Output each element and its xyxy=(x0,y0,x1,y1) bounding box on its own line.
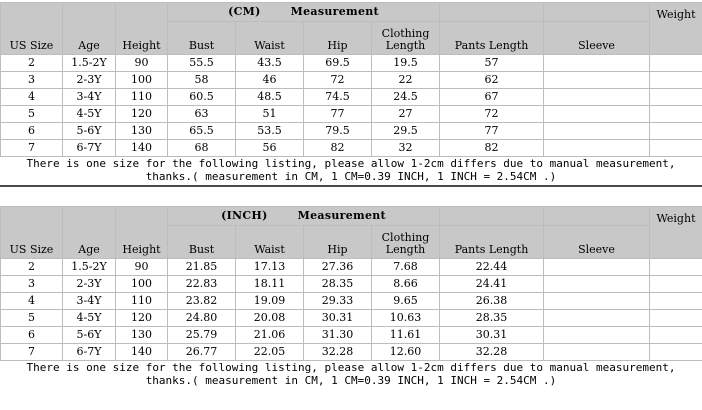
cell-sleeve xyxy=(544,310,650,327)
cell-weight xyxy=(650,106,702,123)
cell-bust: 55.5 xyxy=(168,55,236,72)
cell-height: 110 xyxy=(116,293,168,310)
cell-weight xyxy=(650,293,702,310)
cell-height: 100 xyxy=(116,276,168,293)
header-age: Age xyxy=(63,3,116,55)
cell-pants-length: 62 xyxy=(440,72,544,89)
cell-waist: 22.05 xyxy=(236,344,304,361)
cell-age: 3-4Y xyxy=(63,293,116,310)
cell-sleeve xyxy=(544,106,650,123)
cell-sleeve xyxy=(544,276,650,293)
cell-height: 90 xyxy=(116,259,168,276)
cell-weight xyxy=(650,55,702,72)
cell-sleeve xyxy=(544,293,650,310)
header-waist: Waist xyxy=(236,226,304,259)
cell-us-size: 2 xyxy=(1,55,63,72)
header-clothing-length: Clothing Length xyxy=(372,22,440,55)
header-waist: Waist xyxy=(236,22,304,55)
cell-clothing-length: 27 xyxy=(372,106,440,123)
header-bust: Bust xyxy=(168,226,236,259)
cell-height: 140 xyxy=(116,140,168,157)
cell-bust: 25.79 xyxy=(168,327,236,344)
note-line-1: There is one size for the following listing, please allow 1-2cm differs due to manual measurement, xyxy=(26,157,676,170)
table-row xyxy=(1,55,702,72)
measurement-note xyxy=(0,157,702,187)
cell-pants-length: 82 xyxy=(440,140,544,157)
cell-hip: 28.35 xyxy=(304,276,372,293)
cell-age: 1.5-2Y xyxy=(63,259,116,276)
cell-bust: 58 xyxy=(168,72,236,89)
table-row xyxy=(1,293,702,310)
cell-height: 130 xyxy=(116,123,168,140)
cell-pants-length: 72 xyxy=(440,106,544,123)
table-title xyxy=(168,207,440,226)
header-age: Age xyxy=(63,207,116,259)
cell-weight xyxy=(650,327,702,344)
size-chart-cm xyxy=(0,2,702,187)
cell-sleeve xyxy=(544,140,650,157)
cell-weight xyxy=(650,140,702,157)
cell-age: 5-6Y xyxy=(63,327,116,344)
measurement-table-cm xyxy=(0,2,702,157)
cell-hip: 77 xyxy=(304,106,372,123)
header-bust: Bust xyxy=(168,22,236,55)
cell-clothing-length: 22 xyxy=(372,72,440,89)
title-label: Measurement xyxy=(297,209,386,222)
cell-pants-length: 32.28 xyxy=(440,344,544,361)
note-line-1: There is one size for the following listing, please allow 1-2cm differs due to manual measurement, xyxy=(26,361,676,374)
cell-waist: 43.5 xyxy=(236,55,304,72)
cell-age: 2-3Y xyxy=(63,72,116,89)
cell-us-size: 3 xyxy=(1,276,63,293)
cell-hip: 79.5 xyxy=(304,123,372,140)
cell-age: 4-5Y xyxy=(63,310,116,327)
cell-hip: 82 xyxy=(304,140,372,157)
cell-bust: 21.85 xyxy=(168,259,236,276)
header-weight: Weight xyxy=(650,207,702,259)
cell-pants-length: 22.44 xyxy=(440,259,544,276)
cell-age: 6-7Y xyxy=(63,140,116,157)
cell-us-size: 5 xyxy=(1,106,63,123)
cell-sleeve xyxy=(544,89,650,106)
cell-hip: 32.28 xyxy=(304,344,372,361)
cell-us-size: 7 xyxy=(1,140,63,157)
measurement-table-inch xyxy=(0,206,702,361)
cell-hip: 72 xyxy=(304,72,372,89)
cell-hip: 30.31 xyxy=(304,310,372,327)
cell-sleeve xyxy=(544,327,650,344)
cell-clothing-length: 19.5 xyxy=(372,55,440,72)
header-hip: Hip xyxy=(304,22,372,55)
cell-height: 120 xyxy=(116,310,168,327)
cell-weight xyxy=(650,344,702,361)
cell-waist: 21.06 xyxy=(236,327,304,344)
cell-pants-length: 57 xyxy=(440,55,544,72)
measurement-note xyxy=(0,361,702,389)
table-row xyxy=(1,310,702,327)
cell-weight xyxy=(650,123,702,140)
cell-hip: 69.5 xyxy=(304,55,372,72)
cell-sleeve xyxy=(544,344,650,361)
cell-pants-length: 77 xyxy=(440,123,544,140)
table-row xyxy=(1,327,702,344)
table-row xyxy=(1,72,702,89)
cell-pants-length: 30.31 xyxy=(440,327,544,344)
cell-us-size: 5 xyxy=(1,310,63,327)
cell-age: 3-4Y xyxy=(63,89,116,106)
note-line-2: thanks.( measurement in CM, 1 CM=0.39 INCH, 1 INCH = 2.54CM .) xyxy=(145,374,557,387)
cell-bust: 63 xyxy=(168,106,236,123)
cell-us-size: 2 xyxy=(1,259,63,276)
cell-pants-length: 67 xyxy=(440,89,544,106)
cell-hip: 27.36 xyxy=(304,259,372,276)
cell-weight xyxy=(650,72,702,89)
cell-bust: 26.77 xyxy=(168,344,236,361)
cell-pants-length: 24.41 xyxy=(440,276,544,293)
header-us-size: US Size xyxy=(1,3,63,55)
cell-clothing-length: 12.60 xyxy=(372,344,440,361)
header-weight: Weight xyxy=(650,3,702,55)
cell-bust: 22.83 xyxy=(168,276,236,293)
table-row xyxy=(1,344,702,361)
cell-sleeve xyxy=(544,55,650,72)
cell-age: 1.5-2Y xyxy=(63,55,116,72)
cell-us-size: 4 xyxy=(1,89,63,106)
header-clothing-length: Clothing Length xyxy=(372,226,440,259)
cell-height: 100 xyxy=(116,72,168,89)
cell-sleeve xyxy=(544,72,650,89)
cell-us-size: 4 xyxy=(1,293,63,310)
cell-waist: 17.13 xyxy=(236,259,304,276)
unit-label: (CM) xyxy=(228,5,261,18)
header-hip: Hip xyxy=(304,226,372,259)
header-sleeve: Sleeve xyxy=(544,226,650,259)
table-row xyxy=(1,123,702,140)
cell-sleeve xyxy=(544,259,650,276)
cell-height: 130 xyxy=(116,327,168,344)
cell-sleeve xyxy=(544,123,650,140)
cell-height: 120 xyxy=(116,106,168,123)
header-us-size: US Size xyxy=(1,207,63,259)
table-row xyxy=(1,259,702,276)
cell-clothing-length: 9.65 xyxy=(372,293,440,310)
title-label: Measurement xyxy=(290,5,379,18)
cell-waist: 53.5 xyxy=(236,123,304,140)
cell-bust: 68 xyxy=(168,140,236,157)
cell-waist: 56 xyxy=(236,140,304,157)
header-sleeve: Sleeve xyxy=(544,22,650,55)
table-title xyxy=(168,3,440,22)
cell-waist: 19.09 xyxy=(236,293,304,310)
cell-hip: 29.33 xyxy=(304,293,372,310)
cell-us-size: 6 xyxy=(1,327,63,344)
cell-bust: 65.5 xyxy=(168,123,236,140)
cell-hip: 31.30 xyxy=(304,327,372,344)
cell-weight xyxy=(650,89,702,106)
cell-waist: 20.08 xyxy=(236,310,304,327)
cell-waist: 48.5 xyxy=(236,89,304,106)
cell-weight xyxy=(650,276,702,293)
cell-age: 4-5Y xyxy=(63,106,116,123)
table-row xyxy=(1,276,702,293)
cell-height: 110 xyxy=(116,89,168,106)
cell-hip: 74.5 xyxy=(304,89,372,106)
header-height: Height xyxy=(116,3,168,55)
table-row xyxy=(1,89,702,106)
cell-bust: 60.5 xyxy=(168,89,236,106)
header-pants-length: Pants Length xyxy=(440,22,544,55)
cell-height: 140 xyxy=(116,344,168,361)
cell-age: 6-7Y xyxy=(63,344,116,361)
cell-pants-length: 26.38 xyxy=(440,293,544,310)
size-chart-inch xyxy=(0,206,702,389)
cell-waist: 46 xyxy=(236,72,304,89)
cell-weight xyxy=(650,310,702,327)
table-row xyxy=(1,106,702,123)
cell-age: 2-3Y xyxy=(63,276,116,293)
cell-age: 5-6Y xyxy=(63,123,116,140)
cell-weight xyxy=(650,259,702,276)
cell-bust: 23.82 xyxy=(168,293,236,310)
cell-clothing-length: 29.5 xyxy=(372,123,440,140)
cell-bust: 24.80 xyxy=(168,310,236,327)
cell-clothing-length: 24.5 xyxy=(372,89,440,106)
cell-waist: 18.11 xyxy=(236,276,304,293)
cell-clothing-length: 32 xyxy=(372,140,440,157)
cell-us-size: 3 xyxy=(1,72,63,89)
header-pants-length: Pants Length xyxy=(440,226,544,259)
cell-clothing-length: 7.68 xyxy=(372,259,440,276)
cell-clothing-length: 8.66 xyxy=(372,276,440,293)
cell-clothing-length: 11.61 xyxy=(372,327,440,344)
cell-clothing-length: 10.63 xyxy=(372,310,440,327)
unit-label: (INCH) xyxy=(221,209,268,222)
note-line-2: thanks.( measurement in CM, 1 CM=0.39 INCH, 1 INCH = 2.54CM .) xyxy=(145,170,557,183)
cell-us-size: 7 xyxy=(1,344,63,361)
cell-us-size: 6 xyxy=(1,123,63,140)
cell-waist: 51 xyxy=(236,106,304,123)
table-row xyxy=(1,140,702,157)
header-height: Height xyxy=(116,207,168,259)
cell-height: 90 xyxy=(116,55,168,72)
cell-pants-length: 28.35 xyxy=(440,310,544,327)
